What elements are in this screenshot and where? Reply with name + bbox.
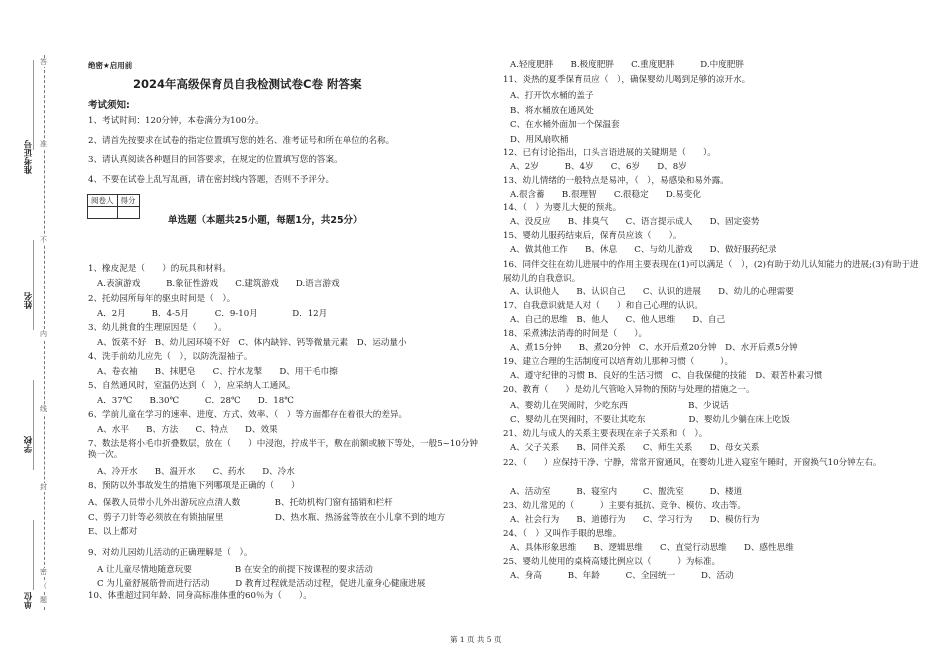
unit-line [33, 520, 34, 590]
name-line [33, 240, 34, 330]
name-label: 姓名 [24, 292, 34, 309]
unit-label: 单位 [24, 592, 34, 609]
question-stem: 24、（ ）又叫作手眼的思维。 [503, 529, 622, 539]
secret-tag: 绝密★启用前 [88, 61, 133, 70]
question-options: A、卷衣袖 B、抹肥皂 C、拧水龙掣 D、用干毛巾擦 [97, 367, 338, 377]
grader-table [87, 194, 140, 219]
page-footer: 第 1 页 共 5 页 [450, 635, 502, 644]
question-stem: 18、采煮沸法消毒的时间是（ ）。 [503, 329, 648, 339]
question-stem: 9、对幼儿园幼儿活动的正确理解是（ ）。 [88, 548, 253, 558]
notice-item: 3、请认真阅读各种题目的回答要求，在规定的位置填写您的答案。 [88, 155, 343, 165]
notice-item: 1、考试时间：120分钟，本卷满分为100分。 [88, 116, 264, 126]
question-stem: 17、自我意识就是人对（ ）和自己心理的认识。 [503, 301, 703, 311]
question-options: A、饭菜不好 B、幼儿园环境不好 C、体内缺锌、钙等微量元素 D、运动量小 [97, 338, 407, 348]
question-options: A、活动室 B、寝室内 C、盥洗室 D、楼道 [510, 487, 743, 497]
seal-word: 密 [40, 568, 47, 576]
question-options: A、打开饮水桶的盖子 B、将水桶放在通风处 C、在水桶外面加一个保温套 D、用风扇吹桶 [510, 91, 620, 145]
question-stem: 21、幼儿与成人的关系主要表现在亲子关系和（ ）。 [503, 429, 708, 439]
question-stem: 6、学前儿童在学习的速率、进度、方式、效率、（ ）等方面都存在着很大的差异。 [88, 410, 408, 420]
question-options: A、2岁 B、4岁 C、6岁 D、8岁 [510, 162, 687, 172]
question-options: A.表演游戏 B.象征性游戏 C.建筑游戏 D.语言游戏 [97, 279, 340, 289]
question-stem: 5、自然通风时，室温仍达到（ ），应采纳人工通风。 [88, 381, 296, 391]
question-stem: 25、婴幼儿使用的桌椅高矮比例应以（ ）为标准。 [503, 557, 721, 567]
question-options: A．2月 B．4-5月 C．9-10月 D．12月 [97, 309, 328, 319]
question-options: A 让儿童尽情地随意玩要 B 在安全的前提下按课程的要求活动 C 为儿童舒展筋骨而进行活动 D 教育过程就是活动过程，促进儿童身心健康进展 [97, 565, 426, 589]
question-options: A、煮15分钟 B、煮20分钟 C、水开后煮20分钟 D、水开后煮5分钟 [510, 343, 798, 353]
notice-item: 4、不要在试卷上乱写乱画，请在密封线内答题，否则不予评分。 [88, 175, 335, 185]
question-stem: 14、（ ）为婴儿大便的预兆。 [503, 203, 622, 213]
question-options: A、没反应 B、排臭气 C、语言提示成人 D、固定姿势 [510, 217, 760, 227]
question-stem: 7、数法是将小毛巾折叠数层，放在（ ）中浸泡，拧成半干，敷在前额或腋下等处，一般5~10分钟换一次。 [88, 439, 479, 460]
question-options: A、具体形象思维 B、逻辑思维 C、直觉行动思维 D、感性思维 [510, 543, 794, 553]
seal-word: 准 [40, 140, 47, 148]
question-options: A、社会行为 B、道德行为 C、学习行为 D、模仿行为 [510, 515, 760, 525]
question-stem: 10、体重超过同年龄、同身高标准体重的60％为（ ）。 [88, 591, 312, 601]
question-options: A.轻度肥胖 B.极度肥胖 C.重度肥胖 D.中度肥胖 [510, 60, 744, 70]
seal-word: 内 [40, 330, 47, 338]
question-options: A.很含蓄 B.很理智 C.很稳定 D.易变化 [510, 190, 701, 200]
question-stem: 19、建立合理的生活制度可以培育幼儿那种习惯（ ）。 [503, 357, 734, 367]
question-stem: 4、洗手前幼儿应先（ ），以防洗湿袖子。 [88, 352, 253, 362]
question-options: A、保教人员带小儿外出游玩应点清人数 B、托幼机构门窗有插销和栏杆 C、剪子刀针等必须放在有锁抽屉里 D、热水瓶、热汤盆等放在小儿拿不到的地方 E、以上都对 [88, 498, 446, 537]
seal-word: 不 [40, 236, 47, 244]
page-title: 2024年高级保育员自我检测试卷C卷 附答案 [133, 77, 362, 91]
grader-label: 阅卷人 [88, 195, 118, 207]
seal-word: （ [40, 582, 47, 590]
question-stem: 2、托幼园所每年的驱虫时间是（ ）。 [88, 294, 236, 304]
question-stem: 12、已有讨论指出，口头言语进展的关键期是（ ）。 [503, 148, 716, 158]
exam-number-label: 准考证号 [24, 140, 34, 174]
question-options: A、遵守纪律的习惯 B、良好的生活习惯 C、自我保健的技能 D、艰苦朴素习惯 [510, 371, 823, 381]
question-stem: 11、炎热的夏季保育员应（ ），确保婴幼儿喝到足够的凉开水。 [503, 75, 751, 85]
exam-number-line [33, 60, 34, 150]
question-options: A．37℃ B.30℃ C．28℃ D．18℃ [97, 396, 294, 406]
question-options: A、认识他人 B、认识自己 C、认识的进展 D、幼儿的心理需要 [510, 287, 794, 297]
section-title: 单选题（本题共25小题，每题1分，共25分） [168, 215, 363, 226]
question-stem: 8、预防以外事故发生的措施下列哪项是正确的（ ） [88, 481, 300, 491]
score-cell[interactable] [117, 207, 139, 219]
question-stem: 22、（ ）应保持干净、宁静，常常开窗通风，在婴幼儿进入寝室午睡时，开窗换气10分钟左右。 [503, 458, 882, 468]
question-options: A、自己的思维 B、他人 C、他人思维 D、自己 [510, 315, 726, 325]
seal-word: 答 [40, 58, 47, 66]
question-options: A、父子关系 B、同伴关系 C、师生关系 D、母女关系 [510, 443, 760, 453]
question-stem: 13、幼儿情绪的一般特点是易冲，（ ），易感染和易外露。 [503, 176, 729, 186]
school-label: 学校 [24, 436, 34, 453]
notice-item: 2、请首先按要求在试卷的指定位置填写您的姓名、准考证号和所在单位的名称。 [88, 136, 395, 146]
question-options: A、冷开水 B、温开水 C、药水 D、冷水 [97, 467, 295, 477]
question-stem: 16、同伴交往在幼儿进展中的作用主要表现在(1)可以满足（ ），(2)有助于幼儿认知能力的进展;(3)有助于进展幼儿的自我意识。 [503, 260, 919, 284]
question-options: A、做其他工作 B、休息 C、与幼儿游戏 D、做好服药纪录 [510, 245, 777, 255]
seal-word: 封 [40, 483, 47, 491]
question-options: A、婴幼儿在哭闹时，少吃东西 B、少说话 C、婴幼儿在哭闹时，不要让其吃东 D、婴幼儿少躺在床上吃饭 [510, 401, 790, 425]
question-stem: 20、教育（ ）是幼儿气管呛入异物的预防与处理的措施之一。 [503, 385, 755, 395]
grader-cell[interactable] [88, 207, 118, 219]
question-stem: 1、橡皮泥是（ ）的玩具和材料。 [88, 264, 231, 274]
school-line [33, 380, 34, 470]
seal-word: 题 [40, 596, 47, 604]
question-stem: 15、婴幼儿服药结束后，保育员应该（ ）。 [503, 231, 682, 241]
question-options: A、身高 B、年龄 C、全园统一 D、活动 [510, 571, 734, 581]
notice-title: 考试须知: [88, 100, 130, 111]
question-options: A、水平 B、方法 C、特点 D、效果 [97, 425, 278, 435]
question-stem: 23、幼儿常见的（ ）主要有抵抗、竞争、模仿、攻击等。 [503, 501, 746, 511]
score-label: 得分 [117, 195, 139, 207]
question-stem: 3、幼儿挑食的生理原因是（ ）。 [88, 323, 227, 333]
seal-word: 线 [40, 405, 47, 413]
